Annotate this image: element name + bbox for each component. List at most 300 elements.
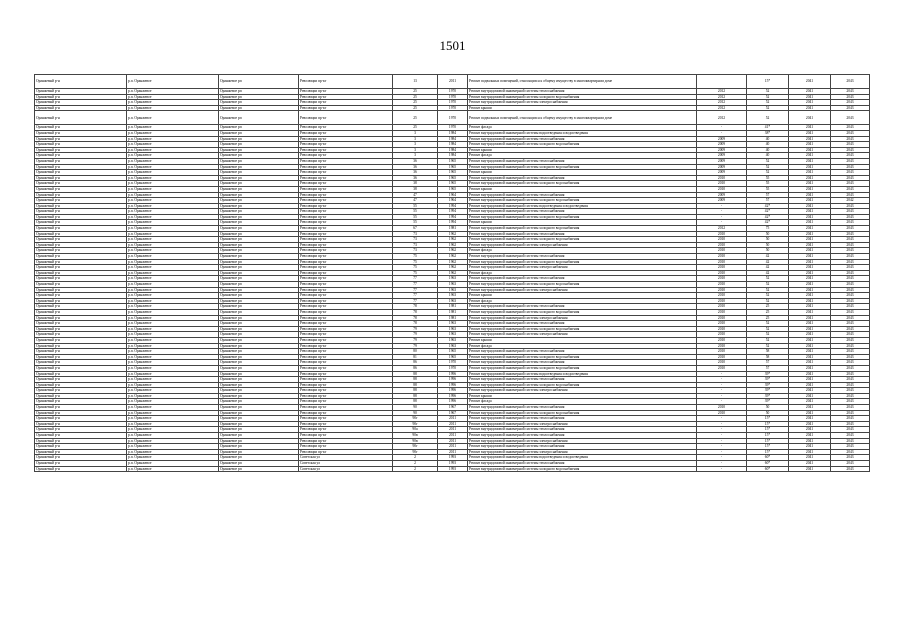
start-year-cell: 2041 [789,416,831,422]
settlement-area-cell: Оранжевое рп [219,170,299,176]
settlement-cell: р.п. Оранжевое [127,455,219,461]
build-year-cell: 1962 [438,237,468,243]
settlement-cell: р.п. Оранжевое [127,438,219,444]
settlement-area-cell: Оранжевое рп [219,405,299,411]
start-year-cell: 2041 [789,203,831,209]
planned-year-cell: - [697,466,747,472]
street-cell: Революции пр-кт [299,449,393,455]
work-type-cell: Ремонт внутридомовой инженерной системы холодного водоснабжения [468,309,697,315]
house-number-cell: 90г [393,449,438,455]
house-number-cell: 79 [393,337,438,343]
wear-percent-cell: 52 [747,158,789,164]
settlement-cell: р.п. Оранжевое [127,337,219,343]
start-year-cell: 2041 [789,449,831,455]
work-type-cell: Ремонт внутридомовой инженерной системы холодного водоснабжения [468,164,697,170]
planned-year-cell: - [697,220,747,226]
start-year-cell: 2041 [789,377,831,383]
planned-year-cell: 2009 [697,142,747,148]
end-year-cell: 2043 [831,158,870,164]
start-year-cell: 2041 [789,175,831,181]
district-cell: Оранжевый р-н [35,449,127,455]
start-year-cell: 2041 [789,399,831,405]
work-type-cell: Ремонт внутридомовой инженерной системы холодного водоснабжения [468,142,697,148]
build-year-cell: 1984 [438,130,468,136]
end-year-cell: 2043 [831,287,870,293]
settlement-cell: р.п. Оранжевое [127,242,219,248]
house-number-cell: 55 [393,220,438,226]
house-number-cell: 88 [393,377,438,383]
street-cell: Революции пр-кт [299,298,393,304]
settlement-area-cell: Оранжевое рп [219,393,299,399]
start-year-cell: 2041 [789,360,831,366]
planned-year-cell: 2010 [697,287,747,293]
wear-percent-cell: 40 [747,153,789,159]
table-row [35,466,870,472]
street-cell: Революции пр-кт [299,399,393,405]
street-cell: Революции пр-кт [299,203,393,209]
planned-year-cell: 2010 [697,259,747,265]
page-number: 1501 [439,38,466,53]
wear-percent-cell: 40 [747,136,789,142]
end-year-cell: 2043 [831,209,870,215]
start-year-cell: 2041 [789,388,831,394]
wear-percent-cell: 39* [747,393,789,399]
start-year-cell: 2041 [789,231,831,237]
start-year-cell: 2041 [789,433,831,439]
house-number-cell: 2 [393,455,438,461]
district-cell: Оранжевый р-н [35,153,127,159]
end-year-cell: 2043 [831,360,870,366]
settlement-area-cell: Оранжевое рп [219,360,299,366]
start-year-cell: 2041 [789,186,831,192]
wear-percent-cell: 52 [747,111,789,125]
work-type-cell: Ремонт внутридомовой инженерной системы холодного водоснабжения [468,94,697,100]
end-year-cell: 2043 [831,466,870,472]
build-year-cell: 1965 [438,181,468,187]
house-number-cell: 86 [393,365,438,371]
work-type-cell: Ремонт внутридомовой инженерной системы теплоснабжения [468,416,697,422]
start-year-cell: 2041 [789,164,831,170]
district-cell: Оранжевый р-н [35,270,127,276]
street-cell: Революции пр-кт [299,89,393,95]
house-number-cell: 3 [393,147,438,153]
start-year-cell: 2041 [789,242,831,248]
street-cell: Революции пр-кт [299,130,393,136]
work-type-cell: Ремонт внутридомовой инженерной системы теплоснабжения [468,433,697,439]
start-year-cell: 2041 [789,259,831,265]
settlement-area-cell: Оранжевое рп [219,326,299,332]
settlement-area-cell: Оранжевое рп [219,181,299,187]
end-year-cell: 2043 [831,276,870,282]
wear-percent-cell: 15* [747,427,789,433]
wear-percent-cell: 15* [747,444,789,450]
street-cell: Революции пр-кт [299,248,393,254]
district-cell: Оранжевый р-н [35,158,127,164]
start-year-cell: 2041 [789,298,831,304]
settlement-area-cell: Оранжевое рп [219,276,299,282]
district-cell: Оранжевый р-н [35,354,127,360]
work-type-cell: Ремонт внутридомовой инженерной системы холодного водоснабжения [468,181,697,187]
work-type-cell: Ремонт подвальных помещений, относящихся к общему имуществу в многоквартирном доме [468,75,697,89]
house-number-cell: 73 [393,242,438,248]
start-year-cell: 2041 [789,309,831,315]
start-year-cell: 2041 [789,365,831,371]
house-number-cell: 25 [393,111,438,125]
wear-percent-cell: 42* [747,220,789,226]
settlement-cell: р.п. Оранжевое [127,287,219,293]
end-year-cell: 2043 [831,444,870,450]
build-year-cell: 1996 [438,382,468,388]
work-type-cell: Ремонт внутридомовой инженерной системы теплоснабжения [468,377,697,383]
settlement-area-cell: Оранжевое рп [219,248,299,254]
settlement-area-cell: Оранжевое рп [219,298,299,304]
house-number-cell: 36 [393,175,438,181]
planned-year-cell: - [697,416,747,422]
street-cell: Революции пр-кт [299,175,393,181]
start-year-cell: 2041 [789,181,831,187]
end-year-cell: 2043 [831,382,870,388]
house-number-cell: 88 [393,393,438,399]
house-number-cell: 90г [393,421,438,427]
settlement-area-cell: Оранжевое рп [219,382,299,388]
settlement-area-cell: Оранжевое рп [219,192,299,198]
house-number-cell: 25 [393,89,438,95]
settlement-area-cell: Оранжевое рп [219,186,299,192]
work-type-cell: Ремонт внутридомовой инженерной системы водоотведения и водоотведения [468,203,697,209]
build-year-cell: 1996 [438,393,468,399]
end-year-cell: 2043 [831,416,870,422]
wear-percent-cell: 25 [747,304,789,310]
settlement-cell: р.п. Оранжевое [127,388,219,394]
house-number-cell: 90г [393,416,438,422]
planned-year-cell: 2009 [697,192,747,198]
wear-percent-cell: 52 [747,287,789,293]
build-year-cell: 1962 [438,254,468,260]
house-number-cell: 79 [393,326,438,332]
house-number-cell: 90г [393,444,438,450]
end-year-cell: 2043 [831,315,870,321]
house-number-cell: 78 [393,321,438,327]
district-cell: Оранжевый р-н [35,466,127,472]
settlement-area-cell: Оранжевое рп [219,416,299,422]
district-cell: Оранжевый р-н [35,377,127,383]
settlement-area-cell: Оранжевое рп [219,371,299,377]
district-cell: Оранжевый р-н [35,321,127,327]
wear-percent-cell: 42* [747,214,789,220]
settlement-area-cell: Оранжевое рп [219,337,299,343]
settlement-cell: р.п. Оранжевое [127,444,219,450]
start-year-cell: 2041 [789,332,831,338]
street-cell: Революции пр-кт [299,321,393,327]
end-year-cell: 2043 [831,349,870,355]
settlement-area-cell: Оранжевое рп [219,343,299,349]
house-number-cell: 25 [393,105,438,111]
settlement-area-cell: Оранжевое рп [219,94,299,100]
end-year-cell: 2043 [831,410,870,416]
wear-percent-cell: 39* [747,382,789,388]
street-cell: Революции пр-кт [299,237,393,243]
settlement-area-cell: Оранжевое рп [219,421,299,427]
start-year-cell: 2041 [789,94,831,100]
wear-percent-cell: 60* [747,466,789,472]
district-cell: Оранжевый р-н [35,100,127,106]
district-cell: Оранжевый р-н [35,192,127,198]
end-year-cell: 2043 [831,337,870,343]
work-type-cell: Ремонт фасада [468,399,697,405]
settlement-area-cell: Оранжевое рп [219,332,299,338]
end-year-cell: 2043 [831,377,870,383]
build-year-cell: 1962 [438,270,468,276]
settlement-cell: р.п. Оранжевое [127,298,219,304]
build-year-cell: 1996 [438,377,468,383]
street-cell: Революции пр-кт [299,287,393,293]
build-year-cell: 1981 [438,304,468,310]
wear-percent-cell: 52 [747,89,789,95]
street-cell: Советская ул [299,461,393,467]
district-cell: Оранжевый р-н [35,111,127,125]
planned-year-cell: 2010 [697,410,747,416]
planned-year-cell: 2010 [697,276,747,282]
planned-year-cell: 2010 [697,265,747,271]
work-type-cell: Ремонт крыши [468,186,697,192]
district-cell: Оранжевый р-н [35,130,127,136]
planned-year-cell: 2012 [697,100,747,106]
work-type-cell: Ремонт внутридомовой инженерной системы электроснабжения [468,242,697,248]
planned-year-cell: 2010 [697,309,747,315]
planned-year-cell: - [697,125,747,131]
planned-year-cell: - [697,388,747,394]
planned-year-cell: 2009 [697,164,747,170]
work-type-cell: Ремонт подвальных помещений, относящихся к общему имуществу в многоквартирном доме [468,111,697,125]
settlement-cell: р.п. Оранжевое [127,304,219,310]
build-year-cell: 1963 [438,326,468,332]
start-year-cell: 2041 [789,270,831,276]
end-year-cell: 2043 [831,242,870,248]
settlement-area-cell: Оранжевое рп [219,226,299,232]
wear-percent-cell: 50 [747,248,789,254]
start-year-cell: 2041 [789,326,831,332]
end-year-cell: 2043 [831,130,870,136]
end-year-cell: 2043 [831,125,870,131]
planned-year-cell: - [697,461,747,467]
street-cell: Революции пр-кт [299,332,393,338]
wear-percent-cell: 50 [747,410,789,416]
wear-percent-cell: 52 [747,343,789,349]
planned-year-cell: 2010 [697,175,747,181]
build-year-cell: 1981 [438,309,468,315]
end-year-cell: 2043 [831,438,870,444]
planned-year-cell: - [697,209,747,215]
district-cell: Оранжевый р-н [35,75,127,89]
street-cell: Революции пр-кт [299,365,393,371]
district-cell: Оранжевый р-н [35,298,127,304]
end-year-cell: 2043 [831,449,870,455]
wear-percent-cell: 15* [747,75,789,89]
build-year-cell: 2011 [438,75,468,89]
district-cell: Оранжевый р-н [35,332,127,338]
settlement-cell: р.п. Оранжевое [127,89,219,95]
district-cell: Оранжевый р-н [35,309,127,315]
settlement-area-cell: Оранжевое рп [219,293,299,299]
end-year-cell: 2043 [831,89,870,95]
end-year-cell: 2043 [831,343,870,349]
street-cell: Революции пр-кт [299,293,393,299]
build-year-cell: 1970 [438,100,468,106]
settlement-cell: р.п. Оранжевое [127,94,219,100]
planned-year-cell: 2012 [697,226,747,232]
settlement-cell: р.п. Оранжевое [127,158,219,164]
wear-percent-cell: 42* [747,209,789,215]
planned-year-cell: 2010 [697,304,747,310]
planned-year-cell [697,75,747,89]
district-cell: Оранжевый р-н [35,214,127,220]
build-year-cell: 1963 [438,337,468,343]
work-type-cell: Ремонт внутридомовой инженерной системы теплоснабжения [468,405,697,411]
settlement-cell: р.п. Оранжевое [127,405,219,411]
start-year-cell: 2041 [789,142,831,148]
planned-year-cell: 2010 [697,293,747,299]
start-year-cell: 2041 [789,293,831,299]
settlement-area-cell: Оранжевое рп [219,100,299,106]
build-year-cell: 1970 [438,365,468,371]
district-cell: Оранжевый р-н [35,337,127,343]
planned-year-cell: - [697,449,747,455]
settlement-area-cell: Оранжевое рп [219,321,299,327]
settlement-area-cell: Оранжевое рп [219,209,299,215]
wear-percent-cell: 39* [747,371,789,377]
street-cell: Революции пр-кт [299,337,393,343]
end-year-cell: 2043 [831,111,870,125]
end-year-cell: 2043 [831,226,870,232]
settlement-cell: р.п. Оранжевое [127,309,219,315]
end-year-cell: 2043 [831,354,870,360]
start-year-cell: 2041 [789,304,831,310]
build-year-cell: 1965 [438,354,468,360]
work-type-cell: Ремонт внутридомовой инженерной системы электроснабжения [468,332,697,338]
district-cell: Оранжевый р-н [35,444,127,450]
end-year-cell: 2043 [831,214,870,220]
district-cell: Оранжевый р-н [35,360,127,366]
settlement-cell: р.п. Оранжевое [127,214,219,220]
end-year-cell: 2043 [831,388,870,394]
settlement-cell: р.п. Оранжевое [127,321,219,327]
wear-percent-cell: 75 [747,226,789,232]
work-type-cell: Ремонт крыши [468,337,697,343]
settlement-area-cell: Оранжевое рп [219,231,299,237]
end-year-cell: 2043 [831,321,870,327]
build-year-cell: 1963 [438,321,468,327]
settlement-cell: р.п. Оранжевое [127,421,219,427]
build-year-cell: 1963 [438,276,468,282]
planned-year-cell: - [697,427,747,433]
build-year-cell: 1963 [438,293,468,299]
planned-year-cell: 2012 [697,89,747,95]
end-year-cell: 2043 [831,393,870,399]
settlement-cell: р.п. Оранжевое [127,220,219,226]
house-number-cell: 55 [393,214,438,220]
house-number-cell: 36 [393,164,438,170]
start-year-cell: 2041 [789,282,831,288]
work-type-cell: Ремонт внутридомовой инженерной системы теплоснабжения [468,175,697,181]
planned-year-cell: 2010 [697,270,747,276]
house-number-cell: 77 [393,282,438,288]
district-cell: Оранжевый р-н [35,125,127,131]
end-year-cell: 2043 [831,326,870,332]
district-cell: Оранжевый р-н [35,399,127,405]
build-year-cell: 1965 [438,186,468,192]
settlement-cell: р.п. Оранжевое [127,332,219,338]
street-cell: Революции пр-кт [299,158,393,164]
wear-percent-cell: 52 [747,337,789,343]
start-year-cell: 2041 [789,315,831,321]
planned-year-cell: 2010 [697,181,747,187]
end-year-cell: 2043 [831,304,870,310]
house-number-cell: 75 [393,270,438,276]
district-cell: Оранжевый р-н [35,220,127,226]
wear-percent-cell: 15* [747,438,789,444]
settlement-cell: р.п. Оранжевое [127,237,219,243]
settlement-area-cell: Оранжевое рп [219,449,299,455]
end-year-cell: 2043 [831,231,870,237]
settlement-cell: р.п. Оранжевое [127,209,219,215]
street-cell: Революции пр-кт [299,377,393,383]
wear-percent-cell: 52 [747,321,789,327]
planned-year-cell: 2010 [697,321,747,327]
street-cell: Революции пр-кт [299,147,393,153]
settlement-area-cell: Оранжевое рп [219,466,299,472]
planned-year-cell: - [697,455,747,461]
work-type-cell: Ремонт внутридомовой инженерной системы теплоснабжения [468,461,697,467]
start-year-cell: 2041 [789,427,831,433]
street-cell: Революции пр-кт [299,276,393,282]
planned-year-cell: - [697,421,747,427]
work-type-cell: Ремонт внутридомовой инженерной системы холодного водоснабжения [468,237,697,243]
street-cell: Революции пр-кт [299,142,393,148]
planned-year-cell: 2009 [697,198,747,204]
house-number-cell: 2 [393,466,438,472]
street-cell: Революции пр-кт [299,309,393,315]
planned-year-cell: 2012 [697,94,747,100]
end-year-cell: 2042 [831,198,870,204]
work-type-cell: Ремонт внутридомовой инженерной системы электроснабжения [468,100,697,106]
build-year-cell: 1964 [438,192,468,198]
wear-percent-cell: 57 [747,360,789,366]
work-type-cell: Ремонт внутридомовой инженерной системы теплоснабжения [468,427,697,433]
wear-percent-cell: 50 [747,405,789,411]
settlement-area-cell: Оранжевое рп [219,259,299,265]
work-type-cell: Ремонт внутридомовой инженерной системы теплоснабжения [468,158,697,164]
settlement-area-cell: Оранжевое рп [219,147,299,153]
street-cell: Революции пр-кт [299,354,393,360]
end-year-cell: 2043 [831,421,870,427]
start-year-cell: 2041 [789,466,831,472]
work-type-cell: Ремонт внутридомовой инженерной системы водоотведения и водоотведения [468,455,697,461]
end-year-cell: 2043 [831,399,870,405]
settlement-area-cell: Оранжевое рп [219,242,299,248]
settlement-cell: р.п. Оранжевое [127,360,219,366]
house-number-cell: 88 [393,382,438,388]
start-year-cell: 2041 [789,89,831,95]
street-cell: Революции пр-кт [299,282,393,288]
wear-percent-cell: 57 [747,365,789,371]
end-year-cell: 2043 [831,192,870,198]
house-number-cell: 78 [393,315,438,321]
wear-percent-cell: 39* [747,377,789,383]
district-cell: Оранжевый р-н [35,136,127,142]
house-number-cell: 55 [393,209,438,215]
street-cell: Революции пр-кт [299,226,393,232]
house-number-cell: 90в [393,433,438,439]
